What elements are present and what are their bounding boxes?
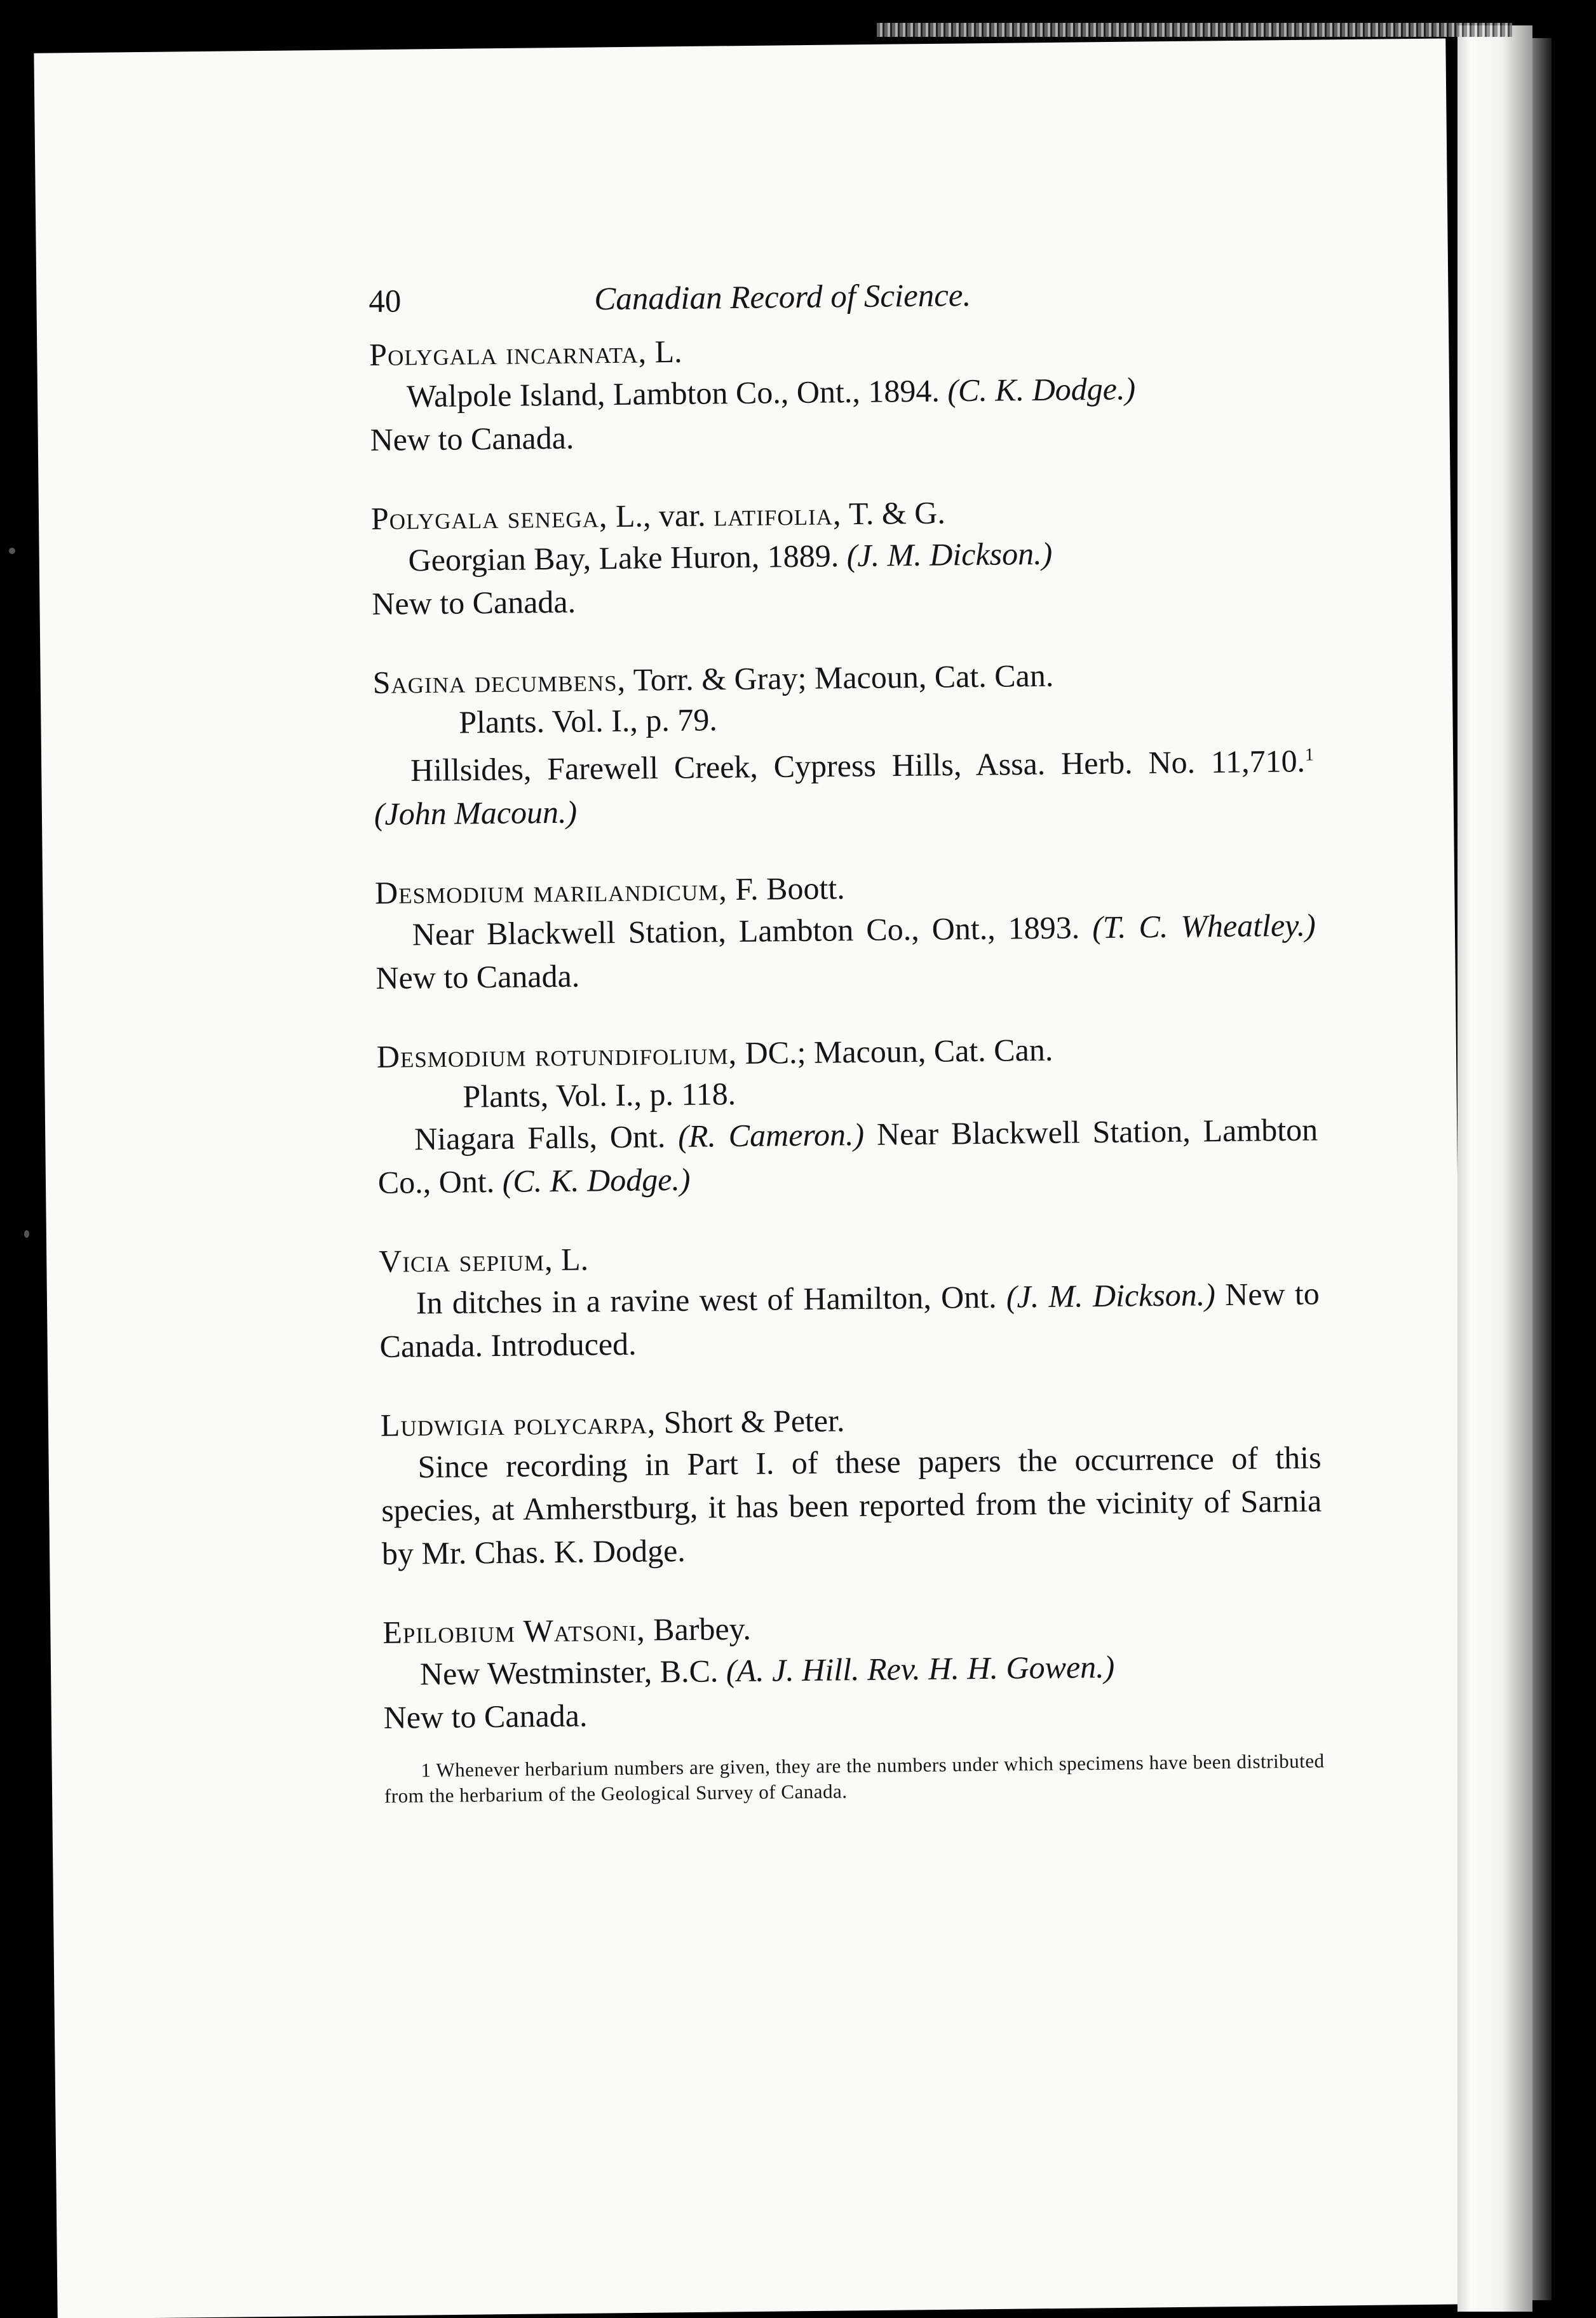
species-name: Desmodium marilandicum, — [374, 871, 728, 911]
species-authority: Barbey. — [645, 1610, 752, 1648]
collector-name: (J. M. Dickson.) — [1006, 1276, 1216, 1315]
record-text: New to Canada. Introduced. — [379, 1275, 1320, 1364]
species-entry — [371, 488, 1313, 625]
heading-continuation: Plants, Vol. I., p. 118. — [463, 1075, 736, 1115]
species-record — [375, 903, 1316, 999]
record-text: New to Canada. — [370, 419, 574, 458]
species-name: Ludwigia polycarpa, — [380, 1404, 656, 1443]
record-text: Since recording in Part I. of these papers the occurrence of this species, at Amherstburg, it has been reported from the vicinity of Sarnia by Mr. Chas. K. Dodge. — [381, 1439, 1322, 1571]
variety-authority: T. & G. — [841, 494, 946, 532]
species-name: Vicia sepium, — [378, 1241, 553, 1279]
species-entry — [375, 862, 1316, 999]
species-name: Polygala senega, — [370, 498, 608, 536]
collector-name: (C. K. Dodge.) — [947, 370, 1136, 409]
species-record — [379, 1271, 1320, 1367]
species-authority: L. — [553, 1241, 589, 1277]
record-text: New to Canada. — [372, 583, 576, 621]
heading-continuation: Plants. Vol. I., p. 79. — [459, 702, 718, 740]
page-text — [369, 270, 1325, 1809]
species-authority: Torr. & Gray; Macoun, Cat. Can. — [625, 657, 1054, 698]
scan-edge-strip — [877, 23, 1512, 37]
species-entry — [372, 652, 1315, 835]
species-name: Polygala incarnata, — [369, 334, 647, 372]
facing-page-edge — [1457, 25, 1532, 2312]
record-text: Hillsides, Farewell Creek, Cypress Hills, Assa. Herb. No. 11,710. — [410, 743, 1306, 789]
species-name: Epilobium Watsoni, — [382, 1611, 646, 1650]
species-entry — [381, 1395, 1323, 1575]
species-record — [377, 1108, 1318, 1203]
species-record — [383, 1686, 1324, 1738]
record-text: New to Canada. — [375, 958, 580, 996]
species-name: Sagina decumbens, — [372, 661, 626, 700]
species-entry — [382, 1602, 1324, 1738]
margin-speck — [24, 1230, 29, 1238]
species-authority: L., var. — [607, 497, 714, 534]
species-entry — [376, 1026, 1318, 1203]
record-text: New Westminster, B.C. — [419, 1652, 727, 1691]
species-authority: F. Boott. — [727, 869, 845, 907]
footnote: 1 Whenever herbarium numbers are given, they are the numbers under which specimens have been distributed from the herbarium of the Geological Survey of Canada. — [384, 1749, 1325, 1807]
collector-name: (R. Cameron.) — [677, 1116, 865, 1154]
species-entry — [379, 1231, 1320, 1367]
footnote-marker[interactable]: 1 — [1304, 745, 1315, 765]
species-record — [381, 1435, 1322, 1575]
species-entry — [369, 324, 1311, 461]
record-text: Georgian Bay, Lake Huron, 1889. — [408, 538, 848, 578]
record-text: In ditches in a ravine west of Hamilton, Ont. — [416, 1278, 1007, 1320]
page-gutter-shadow — [1532, 38, 1552, 2300]
species-authority: L. — [646, 333, 682, 370]
record-text: Near Blackwell Station, Lambton Co., Ont. — [377, 1111, 1318, 1200]
record-text: New to Canada. — [383, 1697, 588, 1735]
species-record — [370, 408, 1311, 461]
species-record — [372, 572, 1313, 625]
collector-name: (John Macoun.) — [374, 794, 578, 832]
record-text: Near Blackwell Station, Lambton Co., Ont., 1893. — [412, 909, 1093, 952]
species-authority: DC.; Macoun, Cat. Can. — [736, 1031, 1053, 1071]
variety-name: latifolia, — [713, 496, 842, 533]
running-head — [369, 270, 1309, 324]
collector-name: (J. M. Dickson.) — [846, 535, 1053, 574]
species-record — [374, 733, 1315, 835]
journal-title: Canadian Record of Science. — [594, 278, 971, 318]
margin-speck — [9, 548, 15, 554]
collector-name: (T. C. Wheatley.) — [1092, 907, 1316, 945]
record-text: Walpole Island, Lambton Co., Ont., 1894. — [406, 372, 948, 414]
collector-name: (C. K. Dodge.) — [502, 1161, 691, 1199]
species-name: Desmodium rotundifolium, — [376, 1034, 738, 1074]
record-text: Niagara Falls, Ont. — [414, 1118, 679, 1156]
collector-name: (A. J. Hill. Rev. H. H. Gowen.) — [726, 1648, 1115, 1688]
species-authority: Short & Peter. — [655, 1402, 845, 1440]
page-number: 40 — [369, 283, 402, 320]
